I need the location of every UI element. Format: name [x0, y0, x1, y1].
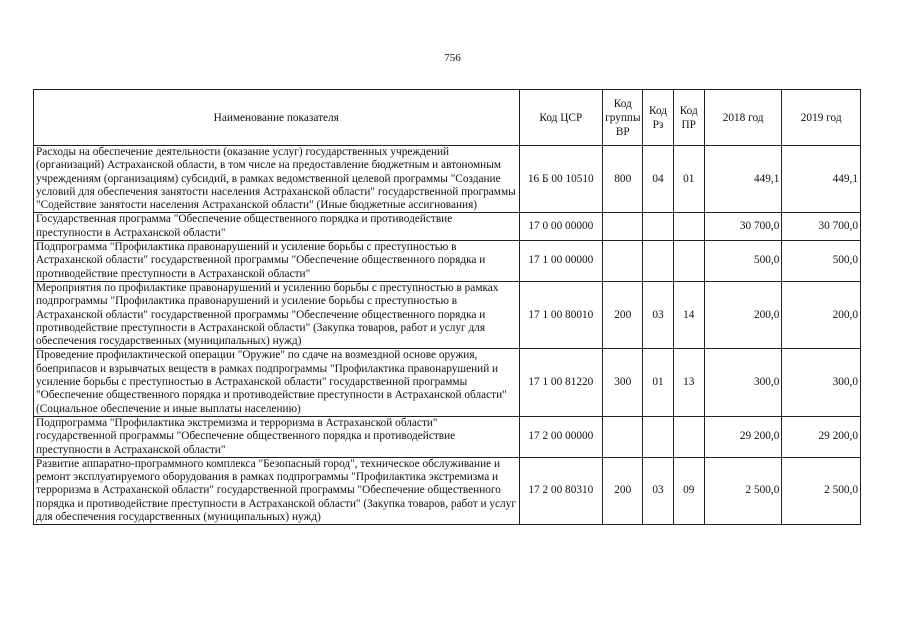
row-2019: 2 500,0	[782, 457, 861, 524]
row-2019: 300,0	[782, 349, 861, 416]
header-pr: Код ПР	[673, 90, 704, 146]
row-2018: 29 200,0	[704, 416, 782, 457]
row-name: Подпрограмма "Профилактика правонарушений и усиление борьбы с преступностью в Астраханской области" государственной программы "Обеспечение общественного порядка и противодействие преступности в Астраханской области"	[34, 241, 520, 282]
row-rz: 04	[643, 146, 673, 213]
header-vr: Код группы ВР	[603, 90, 643, 146]
table-row	[34, 241, 861, 282]
page-number: 756	[444, 52, 461, 64]
row-csr: 17 2 00 80310	[519, 457, 603, 524]
row-pr: 14	[673, 281, 704, 348]
row-rz	[643, 213, 673, 241]
row-vr	[603, 416, 643, 457]
row-pr	[673, 416, 704, 457]
row-name: Расходы на обеспечение деятельности (оказание услуг) государственных учреждений (организаций) Астраханской области, в том числе на предоставление бюджетным и автономным учреждениям (организациям) субсидий, в рамках ведомственной целевой программы "Создание условий для обеспечения занятости населения Астраханской области" государственной программы "Содействие занятости населения Астраханской области" (Иные бюджетные ассигнования)	[34, 146, 520, 213]
row-2019: 30 700,0	[782, 213, 861, 241]
row-2018: 200,0	[704, 281, 782, 348]
row-csr: 17 1 00 81220	[519, 349, 603, 416]
row-vr: 200	[603, 281, 643, 348]
row-rz: 01	[643, 349, 673, 416]
row-rz: 03	[643, 281, 673, 348]
row-pr: 01	[673, 146, 704, 213]
row-vr	[603, 241, 643, 282]
header-2018: 2018 год	[704, 90, 782, 146]
row-2018: 500,0	[704, 241, 782, 282]
row-vr: 300	[603, 349, 643, 416]
table-row	[34, 146, 861, 213]
table-row	[34, 281, 861, 348]
row-name: Проведение профилактической операции "Оружие" по сдаче на возмездной основе оружия, боеприпасов и взрывчатых веществ в рамках подпрограммы "Профилактика правонарушений и усиление борьбы с преступностью в Астраханской области" государственной программы "Обеспечение общественного порядка и противодействие преступности в Астраханской области" (Социальное обеспечение и иные выплаты населению)	[34, 349, 520, 416]
row-csr: 17 1 00 80010	[519, 281, 603, 348]
row-csr: 17 1 00 00000	[519, 241, 603, 282]
header-rz: Код Рз	[643, 90, 673, 146]
row-rz: 03	[643, 457, 673, 524]
row-name: Подпрограмма "Профилактика экстремизма и терроризма в Астраханской области" государственной программы "Обеспечение общественного порядка и противодействие преступности в Астраханской области"	[34, 416, 520, 457]
row-pr: 13	[673, 349, 704, 416]
row-csr: 17 0 00 00000	[519, 213, 603, 241]
table-row	[34, 349, 861, 416]
row-vr: 800	[603, 146, 643, 213]
header-row	[34, 90, 861, 146]
row-pr	[673, 241, 704, 282]
row-2018: 300,0	[704, 349, 782, 416]
row-csr: 16 Б 00 10510	[519, 146, 603, 213]
header-csr: Код ЦСР	[519, 90, 603, 146]
table-row	[34, 213, 861, 241]
row-2018: 449,1	[704, 146, 782, 213]
row-rz	[643, 241, 673, 282]
row-2018: 30 700,0	[704, 213, 782, 241]
table-row	[34, 457, 861, 524]
row-vr: 200	[603, 457, 643, 524]
row-csr: 17 2 00 00000	[519, 416, 603, 457]
row-pr: 09	[673, 457, 704, 524]
row-2019: 200,0	[782, 281, 861, 348]
row-2019: 29 200,0	[782, 416, 861, 457]
header-name: Наименование показателя	[34, 90, 520, 146]
row-2019: 500,0	[782, 241, 861, 282]
table-row	[34, 416, 861, 457]
row-name: Государственная программа "Обеспечение общественного порядка и противодействие преступности в Астраханской области"	[34, 213, 520, 241]
row-2018: 2 500,0	[704, 457, 782, 524]
row-vr	[603, 213, 643, 241]
budget-table	[33, 89, 861, 525]
row-pr	[673, 213, 704, 241]
row-rz	[643, 416, 673, 457]
row-name: Развитие аппаратно-программного комплекса "Безопасный город", техническое обслуживание и ремонт эксплуатируемого оборудования в рамках подпрограммы "Профилактика экстремизма и терроризма в Астраханской области" государственной программы "Обеспечение общественного порядка и противодействие преступности в Астраханской области" (Закупка товаров, работ и услуг для обеспечения государственных (муниципальных) нужд)	[34, 457, 520, 524]
row-name: Мероприятия по профилактике правонарушений и усилению борьбы с преступностью в рамках подпрограммы "Профилактика правонарушений и усиление борьбы с преступностью в Астраханской области" государственной программы "Обеспечение общественного порядка и противодействие преступности в Астраханской области" (Закупка товаров, работ и услуг для обеспечения государственных (муниципальных) нужд)	[34, 281, 520, 348]
row-2019: 449,1	[782, 146, 861, 213]
header-2019: 2019 год	[782, 90, 861, 146]
